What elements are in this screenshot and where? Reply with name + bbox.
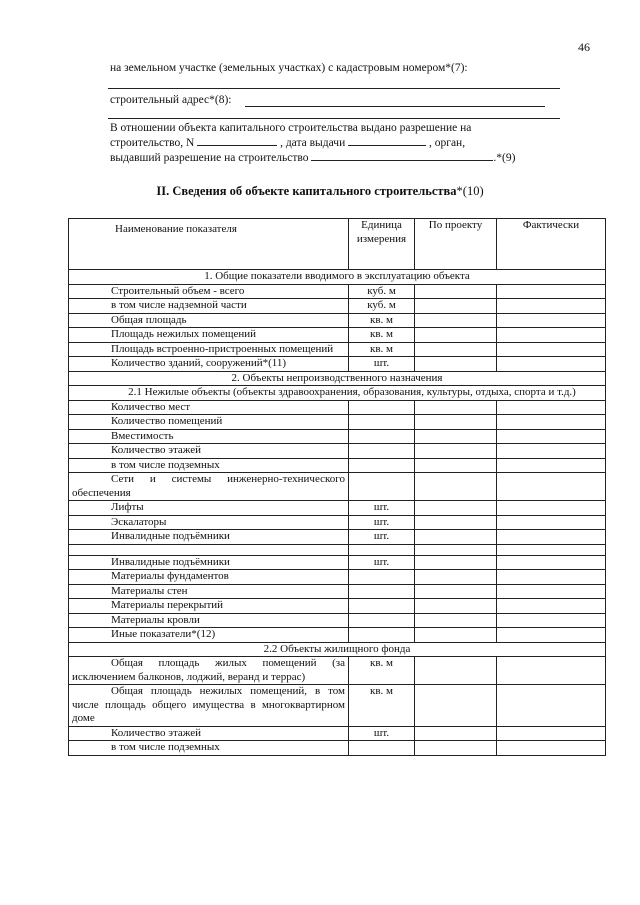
row-project bbox=[415, 458, 497, 473]
row-unit: кв. м bbox=[349, 313, 415, 328]
row-actual bbox=[497, 501, 606, 516]
row-actual bbox=[497, 628, 606, 643]
blank-cell bbox=[349, 544, 415, 555]
group-row-1 bbox=[69, 270, 606, 285]
row-unit: кв. м bbox=[349, 657, 415, 685]
row-actual bbox=[497, 685, 606, 727]
row-project bbox=[415, 657, 497, 685]
table-row bbox=[69, 570, 606, 585]
table-row bbox=[69, 628, 606, 643]
row-actual bbox=[497, 357, 606, 372]
blank-cell bbox=[69, 544, 349, 555]
permit-issuer-label: выдавший разрешение на строительство bbox=[110, 152, 309, 164]
row-project bbox=[415, 555, 497, 570]
row-unit bbox=[349, 741, 415, 756]
table-row bbox=[69, 501, 606, 516]
row-actual bbox=[497, 473, 606, 501]
row-name: Количество зданий, сооружений*(11) bbox=[69, 357, 349, 372]
table-row bbox=[69, 555, 606, 570]
row-unit: шт. bbox=[349, 555, 415, 570]
table-row bbox=[69, 741, 606, 756]
row-unit: кв. м bbox=[349, 328, 415, 343]
row-name: Материалы перекрытий bbox=[69, 599, 349, 614]
row-unit: шт. bbox=[349, 726, 415, 741]
header-actual: Фактически bbox=[497, 219, 606, 270]
row-project bbox=[415, 328, 497, 343]
subgroup-title: 2.1 Нежилые объекты (объекты здравоохранения, образования, культуры, отдыха, спорта и т.д.) bbox=[69, 386, 606, 401]
row-unit: кв. м bbox=[349, 342, 415, 357]
row-project bbox=[415, 628, 497, 643]
row-unit bbox=[349, 415, 415, 430]
row-name: Количество мест bbox=[69, 400, 349, 415]
row-name: Лифты bbox=[69, 501, 349, 516]
row-unit: шт. bbox=[349, 501, 415, 516]
row-unit bbox=[349, 473, 415, 501]
table-row bbox=[69, 599, 606, 614]
row-project bbox=[415, 429, 497, 444]
row-actual bbox=[497, 444, 606, 459]
row-name: Материалы кровли bbox=[69, 613, 349, 628]
row-project bbox=[415, 685, 497, 727]
row-actual bbox=[497, 555, 606, 570]
cadastral-number-label: на земельном участке (земельных участках) с кадастровым номером*(7): bbox=[110, 62, 468, 74]
row-project bbox=[415, 415, 497, 430]
table-row bbox=[69, 515, 606, 530]
permit-issuer-blank bbox=[311, 160, 493, 161]
table-row bbox=[69, 342, 606, 357]
subgroup-title: 2.2 Объекты жилищного фонда bbox=[69, 642, 606, 657]
row-unit: шт. bbox=[349, 515, 415, 530]
row-actual bbox=[497, 657, 606, 685]
row-name: Инвалидные подъёмники bbox=[69, 530, 349, 545]
table-header-row bbox=[69, 219, 606, 270]
row-project bbox=[415, 501, 497, 516]
row-name: Общая площадь жилых помещений (за исключением балконов, лоджий, веранд и террас) bbox=[69, 657, 349, 685]
table-row bbox=[69, 530, 606, 545]
row-actual bbox=[497, 284, 606, 299]
row-name: Материалы фундаментов bbox=[69, 570, 349, 585]
row-actual bbox=[497, 584, 606, 599]
row-actual bbox=[497, 429, 606, 444]
row-actual bbox=[497, 400, 606, 415]
row-project bbox=[415, 599, 497, 614]
section-title-ref: *(10) bbox=[456, 184, 484, 198]
row-name: Количество этажей bbox=[69, 444, 349, 459]
row-actual bbox=[497, 313, 606, 328]
header-unit: Единица измерения bbox=[349, 219, 415, 270]
row-name: Общая площадь bbox=[69, 313, 349, 328]
row-unit bbox=[349, 400, 415, 415]
address-line bbox=[245, 106, 545, 107]
row-name: Количество помещений bbox=[69, 415, 349, 430]
row-actual bbox=[497, 328, 606, 343]
row-project bbox=[415, 357, 497, 372]
table-row bbox=[69, 444, 606, 459]
section-title-text: II. Сведения об объекте капитального строительства bbox=[156, 184, 457, 198]
blank-cell bbox=[415, 544, 497, 555]
row-project bbox=[415, 299, 497, 314]
permit-date-label: , дата выдачи bbox=[280, 137, 346, 149]
row-name: Площадь нежилых помещений bbox=[69, 328, 349, 343]
row-actual bbox=[497, 726, 606, 741]
row-project bbox=[415, 584, 497, 599]
row-unit bbox=[349, 628, 415, 643]
table-row bbox=[69, 313, 606, 328]
row-unit: шт. bbox=[349, 357, 415, 372]
table-row bbox=[69, 657, 606, 685]
table-row bbox=[69, 429, 606, 444]
row-project bbox=[415, 313, 497, 328]
table-row bbox=[69, 726, 606, 741]
row-name: Общая площадь нежилых помещений, в том числе площадь общего имущества в многоквартирном доме bbox=[69, 685, 349, 727]
permit-line-2 bbox=[110, 137, 465, 149]
row-name: Материалы стен bbox=[69, 584, 349, 599]
subgroup-row-22 bbox=[69, 642, 606, 657]
permit-authority-label: , орган, bbox=[428, 137, 466, 149]
row-unit bbox=[349, 613, 415, 628]
row-name: Площадь встроенно-пристроенных помещений bbox=[69, 342, 349, 357]
group-title: 2. Объекты непроизводственного назначения bbox=[69, 371, 606, 386]
table-row bbox=[69, 415, 606, 430]
row-unit: кв. м bbox=[349, 685, 415, 727]
row-actual bbox=[497, 570, 606, 585]
address-line-2 bbox=[108, 118, 560, 119]
row-project bbox=[415, 400, 497, 415]
row-name: Инвалидные подъёмники bbox=[69, 555, 349, 570]
permit-date-blank bbox=[348, 145, 426, 146]
permit-issuer-ref: .*(9) bbox=[493, 152, 516, 164]
row-project bbox=[415, 530, 497, 545]
table-row bbox=[69, 685, 606, 727]
header-name: Наименование показателя bbox=[69, 219, 349, 270]
row-actual bbox=[497, 530, 606, 545]
table-row bbox=[69, 458, 606, 473]
group-row-2 bbox=[69, 371, 606, 386]
table-row bbox=[69, 473, 606, 501]
row-unit bbox=[349, 458, 415, 473]
permit-line-1: В отношении объекта капитального строительства выдано разрешение на bbox=[110, 122, 472, 134]
row-project bbox=[415, 284, 497, 299]
blank-cell bbox=[497, 544, 606, 555]
row-name: Вместимость bbox=[69, 429, 349, 444]
table-row bbox=[69, 328, 606, 343]
address-label: строительный адрес*(8): bbox=[110, 94, 232, 106]
row-project bbox=[415, 726, 497, 741]
row-project bbox=[415, 473, 497, 501]
table-row bbox=[69, 613, 606, 628]
row-actual bbox=[497, 342, 606, 357]
row-project bbox=[415, 741, 497, 756]
row-name: Количество этажей bbox=[69, 726, 349, 741]
permit-number-blank bbox=[197, 145, 277, 146]
row-name: Строительный объем - всего bbox=[69, 284, 349, 299]
table-row bbox=[69, 284, 606, 299]
row-name: Иные показатели*(12) bbox=[69, 628, 349, 643]
row-unit bbox=[349, 570, 415, 585]
cadastral-number-line bbox=[108, 88, 560, 89]
row-unit bbox=[349, 444, 415, 459]
row-actual bbox=[497, 613, 606, 628]
row-actual bbox=[497, 299, 606, 314]
row-name: Сети и системы инженерно-технического обеспечения bbox=[69, 473, 349, 501]
row-name: в том числе подземных bbox=[69, 458, 349, 473]
permit-line-3 bbox=[110, 152, 515, 164]
row-project bbox=[415, 570, 497, 585]
permit-number-label: строительство, N bbox=[110, 137, 195, 149]
row-name: в том числе подземных bbox=[69, 741, 349, 756]
table-row bbox=[69, 400, 606, 415]
table-row bbox=[69, 357, 606, 372]
header-project: По проекту bbox=[415, 219, 497, 270]
row-project bbox=[415, 342, 497, 357]
table-row bbox=[69, 299, 606, 314]
row-project bbox=[415, 444, 497, 459]
row-actual bbox=[497, 741, 606, 756]
row-name: Эскалаторы bbox=[69, 515, 349, 530]
row-name: в том числе надземной части bbox=[69, 299, 349, 314]
row-project bbox=[415, 613, 497, 628]
row-project bbox=[415, 515, 497, 530]
row-unit bbox=[349, 429, 415, 444]
row-unit: куб. м bbox=[349, 284, 415, 299]
group-title: 1. Общие показатели вводимого в эксплуатацию объекта bbox=[69, 270, 606, 285]
section-title bbox=[0, 184, 640, 199]
page-number: 46 bbox=[578, 40, 590, 54]
row-unit: шт. bbox=[349, 530, 415, 545]
row-unit: куб. м bbox=[349, 299, 415, 314]
subgroup-row-21 bbox=[69, 386, 606, 401]
row-actual bbox=[497, 415, 606, 430]
table-row bbox=[69, 584, 606, 599]
row-actual bbox=[497, 515, 606, 530]
row-actual bbox=[497, 599, 606, 614]
row-actual bbox=[497, 458, 606, 473]
object-info-table bbox=[68, 218, 606, 756]
blank-row bbox=[69, 544, 606, 555]
row-unit bbox=[349, 599, 415, 614]
row-unit bbox=[349, 584, 415, 599]
